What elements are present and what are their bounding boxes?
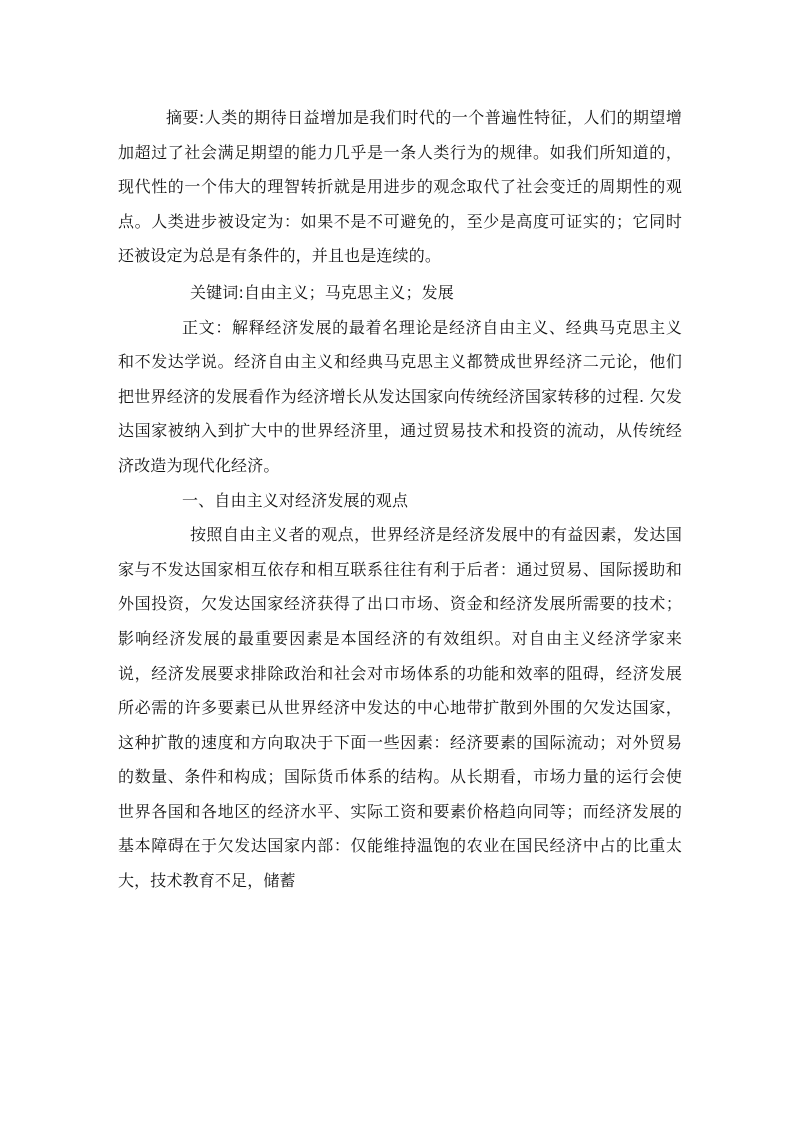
section-paragraph: 按照自由主义者的观点，世界经济是经济发展中的有益因素，发达国家与不发达国家相互依存和相互联系往往有利于后者：通过贸易、国际援助和外国投资，欠发达国家经济获得了出口市场、资金和经济发展所需要的技术；影响经济发展的最重要因素是本国经济的有效组织。对自由主义经济学家来说，经济发展要求排除政治和社会对市场体系的功能和效率的阻碍，经济发展所必需的许多要素已从世界经济中发达的中心地带扩散到外围的欠发达国家，这种扩散的速度和方向取决于下面一些因素：经济要素的国际流动；对外贸易的数量、条件和构成；国际货币体系的结构。从长期看，市场力量的运行会使世界各国和各地区的经济水平、实际工资和要素价格趋向同等；而经济发展的基本障碍在于欠发达国家内部：仅能维持温饱的农业在国民经济中占的比重太大，技术教育不足，储蓄 xyxy=(118,525,682,891)
section-heading: 一、自由主义对经济发展的观点 xyxy=(182,490,409,510)
document-body xyxy=(118,101,682,899)
body-intro-paragraph: 正文：解释经济发展的最着名理论是经济自由主义、经典马克思主义和不发达学说。经济自由主义和经典马克思主义都赞成世界经济二元论，他们把世界经济的发展看作为经济增长从发达国家向传统经济国家转移的过程. 欠发达国家被纳入到扩大中的世界经济里，通过贸易技术和投资的流动，从传统经济改造为现代化经济。 xyxy=(118,317,682,475)
keywords-line: 关键词:自由主义；马克思主义；发展 xyxy=(190,282,454,302)
abstract-paragraph: 摘要:人类的期待日益增加是我们时代的一个普遍性特征，人们的期望增加超过了社会满足期望的能力几乎是一条人类行为的规律。如我们所知道的，现代性的一个伟大的理智转折就是用进步的观念取代了社会变迁的周期性的观点。人类进步被设定为：如果不是不可避免的，至少是高度可证实的；它同时还被设定为总是有条件的，并且也是连续的。 xyxy=(118,108,682,266)
